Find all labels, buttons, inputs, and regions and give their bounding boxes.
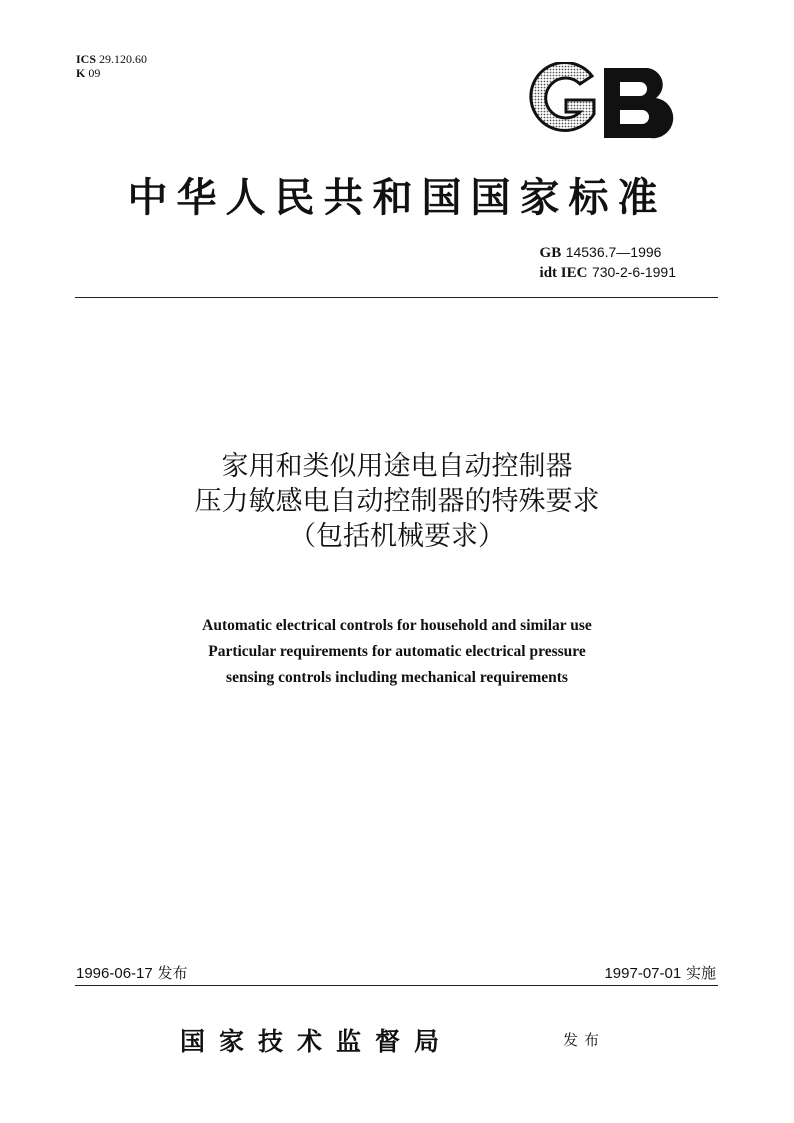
ics-label: ICS [76, 52, 97, 66]
national-standard-title: 中华人民共和国国家标准 [127, 174, 667, 221]
english-title-line-2: Particular requirements for automatic electrical pressure [208, 643, 586, 660]
k-value: 09 [88, 66, 101, 80]
issue-date-label: 发布 [157, 964, 188, 982]
k-label: K [76, 66, 86, 80]
implementation-date [604, 962, 716, 983]
ics-value: 29.120.60 [99, 52, 148, 66]
ics-code [76, 52, 147, 66]
chinese-title [0, 449, 794, 554]
implementation-date-value: 1997-07-01 [604, 965, 682, 982]
idt-label: idt IEC [539, 265, 588, 281]
gb-number: 14536.7—1996 [565, 244, 662, 260]
classification-codes [76, 52, 147, 80]
chinese-title-line-3: （包括机械要求） [289, 521, 505, 552]
issue-date [76, 962, 188, 983]
gb-standard-number [540, 243, 676, 263]
chinese-title-line-2: 压力敏感电自动控制器的特殊要求 [194, 486, 600, 517]
gb-label: GB [539, 245, 562, 261]
chinese-title-line-1: 家用和类似用途电自动控制器 [221, 451, 573, 482]
english-title-line-3: sensing controls including mechanical requirements [226, 669, 568, 686]
standard-number-block [540, 243, 676, 283]
implementation-date-label: 实施 [685, 964, 716, 982]
issue-date-value: 1996-06-17 [76, 965, 153, 982]
k-code [76, 66, 147, 80]
issuing-authority: 国家技术监督局 [180, 1027, 454, 1056]
issuing-authority-suffix: 发布 [563, 1031, 606, 1049]
english-title-line-1: Automatic electrical controls for household and similar use [202, 617, 592, 634]
gb-logo [522, 62, 678, 142]
footer-divider [75, 985, 718, 986]
idt-number: 730-2-6-1991 [591, 264, 676, 280]
english-title [0, 613, 794, 691]
header-divider [75, 297, 718, 298]
idt-standard-number [540, 263, 676, 283]
